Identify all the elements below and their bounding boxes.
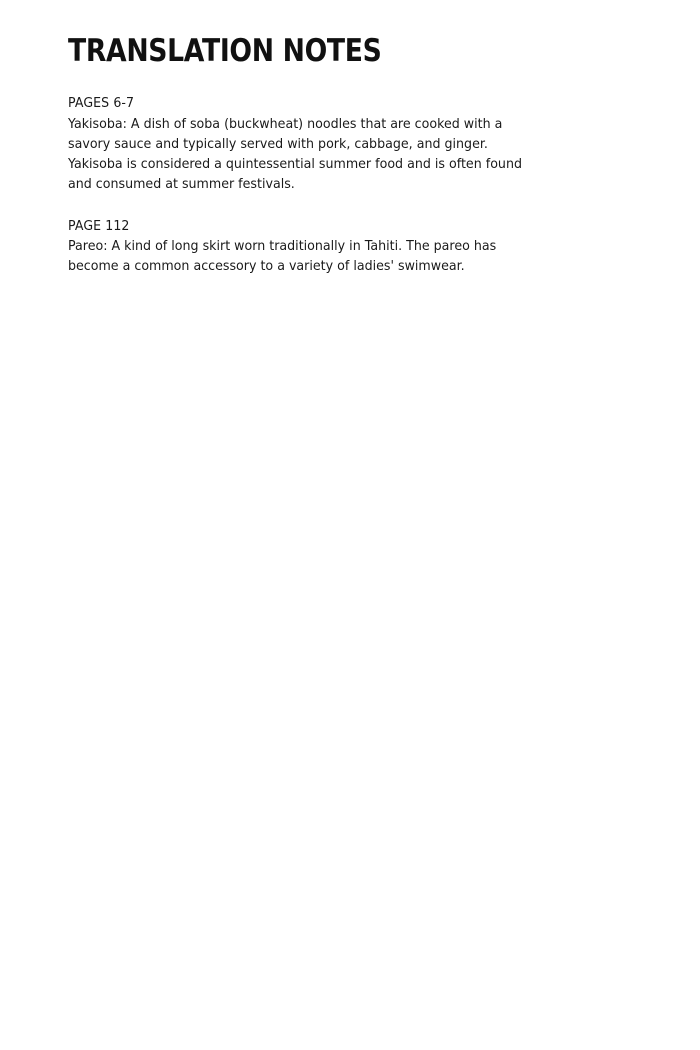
note-entry <box>68 94 546 194</box>
page-title: TRANSLATION NOTES <box>68 33 382 69</box>
note-entry <box>68 217 546 278</box>
note-body: Yakisoba: A dish of soba (buckwheat) noodles that are cooked with a savory sauce and typically served with pork, cabbage, and ginger. Yakisoba is considered a quintessential summer food and is often found and consumed at summer festivals. <box>68 115 522 192</box>
note-body: Pareo: A kind of long skirt worn traditionally in Tahiti. The pareo has become a common accessory to a variety of ladies' swimwear. <box>68 238 497 275</box>
note-heading: PAGE 112 <box>68 217 130 234</box>
note-heading: PAGES 6-7 <box>68 95 135 112</box>
translation-notes-list <box>68 94 546 277</box>
